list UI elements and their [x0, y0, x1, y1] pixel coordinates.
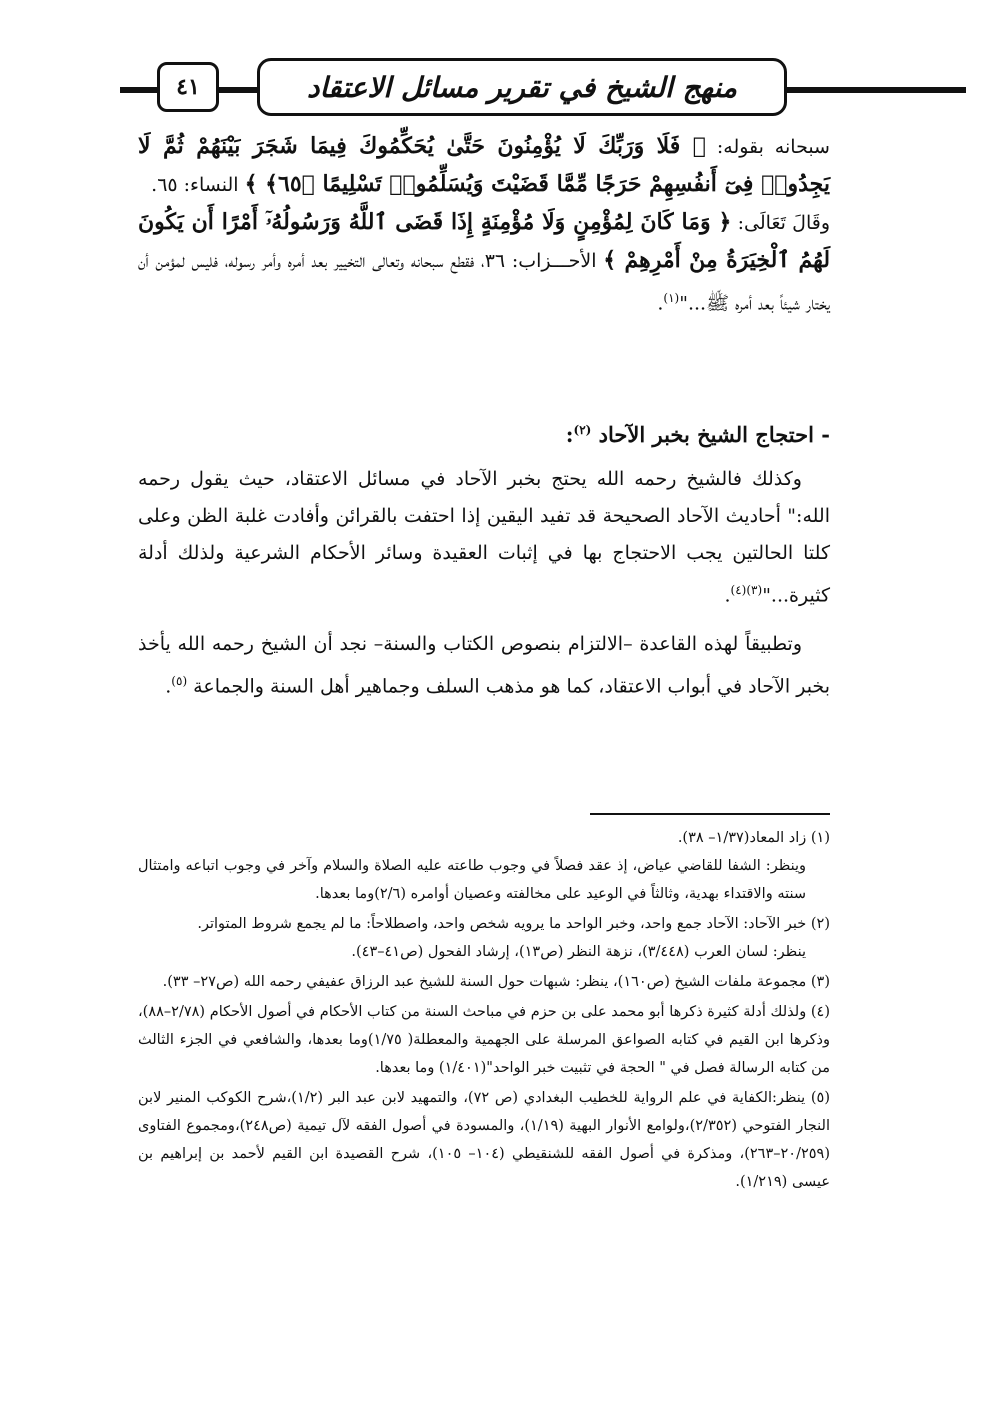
paragraph-lead: سبحانه بقوله: [716, 136, 830, 158]
quran-verse: ﴿ وَمَا كَانَ لِمُؤْمِنٍ وَلَا مُؤْمِنَةٍ إِذَا قَضَى ٱللَّهُ وَرَسُولُهُۥٓ أَمْرًا أَن يَكُونَ لَهُمُ ٱلْخِيَرَةُ مِنْ أَمْرِهِمْ ﴾ [138, 209, 831, 273]
header-rule-left-end [120, 87, 157, 93]
footnotes [138, 824, 830, 1196]
footnote-3: (٣) مجموعة ملفات الشيخ (ص١٦٠)، ينظر: شبهات حول السنة للشيخ عبد الرزاق عفيفي رحمه الله (ص٢٧– ٣٣). [162, 974, 830, 990]
paragraph-verse-nisa [138, 128, 830, 204]
paragraph-khabar-ahad: وكذلك فالشيخ رحمه الله يحتج بخبر الآحاد في مسائل الاعتقاد، حيث يقول رحمه الله:" أحاديث الآحاد الصحيحة قد تفيد اليقين إذا احتفت بالقرائن وأفادت غلبة الظن وعلى كلتا الحالتين يجب الاحتجاج بها في إثبات العقيدة وسائر الأحكام الشرعية ولذلك أدلة كثيرة..."$^{(٣)(٤)}$. [138, 468, 830, 607]
paragraph-lead: وقَالَ تَعَالَى: [737, 212, 831, 234]
footnote-ref: (٥) [171, 674, 188, 689]
section [138, 412, 830, 706]
paragraph-verse-ahzab: وقَالَ تَعَالَى: ﴿ وَمَا كَانَ لِمُؤْمِنٍ وَلَا مُؤْمِنَةٍ إِذَا قَضَى ٱللَّهُ وَرَسُولُهُۥٓ أَمْرًا أَن يَكُونَ لَهُمُ ٱلْخِيَرَةُ مِنْ أَمْرِهِمْ ﴾ الأحـــزاب: ٣٦، فقطع سبحانه وتعالى التخيير بعد أمره وأمر رسوله، فليس لمؤمن أن يختار شيئاً بعد أمره ﷺ..."$^{(١)}$. [138, 209, 831, 315]
footnote-5: (٥) ينظر:الكفاية في علم الرواية للخطيب البغدادي (ص ٧٢)، والتمهيد لابن عبد البر (١/٢)،شرح الكوكب المنير لابن النجار الفتوحي (٢/٣٥٢)،ولوامع الأنوار البهية (١/١٩)، والمسودة في أصول الفقه لآل تيمية (ص٢٤٨)،ومجموع الفتاوى (٢٠/٢٥٩–٢٦٣)، ومذكرة في أصول الفقه للشنقيطي (١٠٤– ١٠٥)، شرح القصيدة ابن القيم لأحمد بن إبراهيم بن عيسى (١/٢١٩). [138, 1090, 831, 1190]
footnote-ref: (٣)(٤) [730, 583, 763, 597]
footnote-2-continuation: ينظر: لسان العرب (٣/٤٤٨)، نزهة النظر (ص١٣)، إرشاد الفحول (ص٤١–٤٣). [351, 944, 806, 960]
main-text [138, 128, 830, 322]
footnote-1-continuation: وينظر: الشفا للقاضي عياض، إذ عقد فصلاً في وجوب طاعته عليه الصلاة والسلام وآخر في وجوب اتباعه وامتثال سنته والاقتداء بهدية، وثالثاً في الوعيد على مخالفته وعصيان أوامره (٢/٦)وما بعدها. [138, 858, 806, 902]
header-rule-right [781, 87, 966, 93]
page-header [0, 0, 992, 130]
paragraph-application: وتطبيقاً لهذه القاعدة –الالتزام بنصوص الكتاب والسنة– نجد أن الشيخ رحمه الله يأخذ بخبر الآحاد في أبواب الاعتقاد، كما هو مذهب السلف وجماهير أهل السنة والجماعة $^{(٥)}$. [138, 633, 830, 698]
footnote-ref: (١) [663, 291, 680, 305]
page-number: ٤١ [157, 62, 219, 112]
footnote-ref: (٢) [573, 423, 592, 437]
paragraph-text: الأحـــزاب: ٣٦، فقطع سبحانه وتعالى التخيير بعد أمره وأمر رسوله، فليس لمؤمن أن يختار شيئاً بعد أمره ﷺ..." [138, 250, 830, 315]
footnote-separator [590, 813, 830, 815]
footnote-2: (٢) خبر الآحاد: الآحاد جمع واحد، وخبر الواحد ما يرويه شخص واحد، واصطلاحاً: ما لم يجمع شروط المتواتر. [197, 916, 830, 932]
verse-reference: النساء: ٦٥. [151, 174, 239, 196]
quran-verse: ﴿ فَلَا وَرَبِّكَ لَا يُؤْمِنُونَ حَتَّىٰ يُحَكِّمُوكَ فِيمَا شَجَرَ بَيْنَهُمْ ثُمَّ لَا يَجِدُوا۟ فِىٓ أَنفُسِهِمْ حَرَجًا مِّمَّا قَضَيْتَ وَيُسَلِّمُوا۟ تَسْلِيمًا ﴿٦٥﴾ ﴾ [138, 133, 830, 197]
header-rule-middle [213, 87, 257, 93]
section-heading: - احتجاج الشيخ بخبر الآحاد $^{(٢)}$: [565, 422, 830, 447]
running-title: منهج الشيخ في تقرير مسائل الاعتقاد [257, 58, 787, 116]
footnote-4: (٤) ولذلك أدلة كثيرة ذكرها أبو محمد على بن حزم في مباحث السنة من كتاب الأحكام في أصول الأحكام (٢/٧٨–٨٨)، وذكرها ابن القيم في كتابه الصواعق المرسلة على الجهمية والمعطلة( ١/٧٥)وما بعدها، والشافعي في الجزء الثالث من كتابه الرسالة فصل في " الحجة في تثبيت خبر الواحد"(١/٤٠١) وما بعدها. [138, 1004, 830, 1076]
footnote-1: (١) زاد المعاد(١/٣٧– ٣٨). [677, 830, 830, 846]
